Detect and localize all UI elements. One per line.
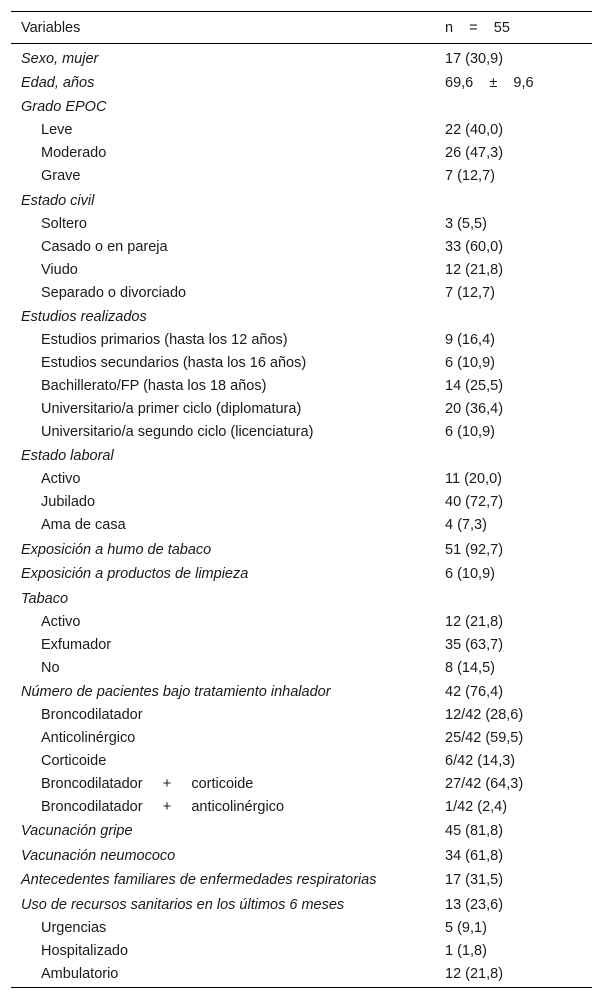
value-cell: 7 (12,7) bbox=[445, 168, 495, 185]
value-cell: 35 (63,7) bbox=[445, 636, 504, 653]
value-cell: 27/42 (64,3) bbox=[445, 776, 524, 793]
variable-label: Exposición a humo de tabaco bbox=[21, 541, 212, 558]
value-cell: 6/42 (14,3) bbox=[445, 753, 516, 770]
value-cell: 12 (21,8) bbox=[445, 965, 504, 982]
subvariable-label: Ama de casa bbox=[41, 517, 126, 534]
table-row bbox=[11, 352, 592, 375]
table-row bbox=[11, 468, 592, 491]
subvariable-label: Moderado bbox=[41, 145, 107, 162]
variable-label: Vacunación gripe bbox=[21, 823, 133, 840]
variable-label: Edad, años bbox=[21, 74, 95, 91]
variable-label: Exposición a productos de limpieza bbox=[21, 566, 249, 583]
header-n: n = 55 bbox=[445, 19, 510, 36]
value-cell: 17 (31,5) bbox=[445, 872, 504, 889]
value-cell: 42 (76,4) bbox=[445, 684, 504, 701]
subvariable-label: Estudios secundarios (hasta los 16 años) bbox=[41, 355, 307, 372]
table-row bbox=[11, 704, 592, 727]
table-row bbox=[11, 47, 592, 70]
table-row bbox=[11, 281, 592, 304]
subvariable-label: Grave bbox=[41, 168, 81, 185]
value-cell: 40 (72,7) bbox=[445, 494, 504, 511]
subvariable-label: Universitario/a segundo ciclo (licenciatura) bbox=[41, 424, 314, 441]
subvariable-label: Bachillerato/FP (hasta los 18 años) bbox=[41, 378, 267, 395]
subvariable-label: Broncodilatador bbox=[41, 707, 143, 724]
value-cell: 6 (10,9) bbox=[445, 566, 495, 583]
subvariable-label: Activo bbox=[41, 613, 81, 630]
value-cell: 14 (25,5) bbox=[445, 378, 504, 395]
subvariable-label: Viudo bbox=[41, 261, 78, 278]
table-row bbox=[11, 491, 592, 514]
table-body bbox=[11, 44, 592, 988]
table-row bbox=[11, 538, 592, 561]
value-cell: 12 (21,8) bbox=[445, 261, 504, 278]
variable-label: Uso de recursos sanitarios en los últimos 6 meses bbox=[21, 896, 345, 913]
table-row bbox=[11, 189, 592, 212]
value-cell: 12/42 (28,6) bbox=[445, 707, 524, 724]
table-row bbox=[11, 939, 592, 962]
value-cell: 1 (1,8) bbox=[445, 942, 487, 959]
variable-label: Tabaco bbox=[21, 590, 69, 607]
table-row bbox=[11, 820, 592, 843]
table-row bbox=[11, 681, 592, 704]
table-header bbox=[11, 11, 592, 44]
table-row bbox=[11, 916, 592, 939]
value-cell: 7 (12,7) bbox=[445, 284, 495, 301]
table-row bbox=[11, 212, 592, 235]
table-row bbox=[11, 727, 592, 750]
subvariable-label: Casado o en pareja bbox=[41, 238, 168, 255]
table-row bbox=[11, 844, 592, 867]
value-cell: 11 (20,0) bbox=[445, 471, 502, 488]
subvariable-label: Broncodilatador + anticolinérgico bbox=[41, 799, 285, 816]
subvariable-label: Soltero bbox=[41, 215, 87, 232]
table-row bbox=[11, 119, 592, 142]
value-cell: 69,6 ± 9,6 bbox=[445, 74, 534, 91]
table-row bbox=[11, 656, 592, 679]
table-row bbox=[11, 71, 592, 94]
subvariable-label: Separado o divorciado bbox=[41, 284, 187, 301]
demographics-table bbox=[11, 11, 592, 988]
value-cell: 34 (61,8) bbox=[445, 847, 504, 864]
value-cell: 51 (92,7) bbox=[445, 541, 504, 558]
subvariable-label: Estudios primarios (hasta los 12 años) bbox=[41, 332, 288, 349]
variable-label: Estado laboral bbox=[21, 448, 114, 465]
subvariable-label: Corticoide bbox=[41, 753, 107, 770]
value-cell: 5 (9,1) bbox=[445, 919, 487, 936]
table-row bbox=[11, 587, 592, 610]
subvariable-label: Anticolinérgico bbox=[41, 730, 136, 747]
value-cell: 3 (5,5) bbox=[445, 215, 487, 232]
table-row bbox=[11, 869, 592, 892]
table-row bbox=[11, 235, 592, 258]
table-row bbox=[11, 633, 592, 656]
value-cell: 22 (40,0) bbox=[445, 122, 504, 139]
subvariable-label: Jubilado bbox=[41, 494, 96, 511]
subvariable-label: Urgencias bbox=[41, 919, 107, 936]
subvariable-label: Exfumador bbox=[41, 636, 112, 653]
table-row bbox=[11, 563, 592, 586]
subvariable-label: Activo bbox=[41, 471, 81, 488]
variable-label: Número de pacientes bajo tratamiento inhalador bbox=[21, 684, 331, 701]
value-cell: 12 (21,8) bbox=[445, 613, 504, 630]
value-cell: 8 (14,5) bbox=[445, 659, 495, 676]
table-row bbox=[11, 773, 592, 796]
subvariable-label: Leve bbox=[41, 122, 73, 139]
table-row bbox=[11, 750, 592, 773]
table-row bbox=[11, 893, 592, 916]
value-cell: 4 (7,3) bbox=[445, 517, 487, 534]
value-cell: 45 (81,8) bbox=[445, 823, 504, 840]
table-row bbox=[11, 962, 592, 985]
value-cell: 20 (36,4) bbox=[445, 401, 504, 418]
table-row bbox=[11, 306, 592, 329]
table-row bbox=[11, 258, 592, 281]
subvariable-label: No bbox=[41, 659, 60, 676]
table-row bbox=[11, 398, 592, 421]
value-cell: 9 (16,4) bbox=[445, 332, 495, 349]
variable-label: Estado civil bbox=[21, 192, 95, 209]
variable-label: Sexo, mujer bbox=[21, 50, 99, 67]
table-row bbox=[11, 445, 592, 468]
value-cell: 13 (23,6) bbox=[445, 896, 504, 913]
header-variables: Variables bbox=[21, 19, 81, 36]
value-cell: 33 (60,0) bbox=[445, 238, 504, 255]
variable-label: Vacunación neumococo bbox=[21, 847, 176, 864]
table-row bbox=[11, 610, 592, 633]
subvariable-label: Ambulatorio bbox=[41, 965, 119, 982]
value-cell: 1/42 (2,4) bbox=[445, 799, 508, 816]
table-row bbox=[11, 96, 592, 119]
subvariable-label: Universitario/a primer ciclo (diplomatura) bbox=[41, 401, 302, 418]
variable-label: Grado EPOC bbox=[21, 99, 107, 116]
value-cell: 26 (47,3) bbox=[445, 145, 504, 162]
subvariable-label: Broncodilatador + corticoide bbox=[41, 776, 254, 793]
value-cell: 6 (10,9) bbox=[445, 424, 495, 441]
variable-label: Estudios realizados bbox=[21, 309, 147, 326]
table-row bbox=[11, 375, 592, 398]
table-row bbox=[11, 421, 592, 444]
variable-label: Antecedentes familiares de enfermedades respiratorias bbox=[21, 872, 377, 889]
table-row bbox=[11, 514, 592, 537]
table-row bbox=[11, 329, 592, 352]
table-row bbox=[11, 165, 592, 188]
table-row bbox=[11, 142, 592, 165]
value-cell: 6 (10,9) bbox=[445, 355, 495, 372]
value-cell: 17 (30,9) bbox=[445, 50, 504, 67]
table-row bbox=[11, 796, 592, 819]
value-cell: 25/42 (59,5) bbox=[445, 730, 524, 747]
subvariable-label: Hospitalizado bbox=[41, 942, 129, 959]
